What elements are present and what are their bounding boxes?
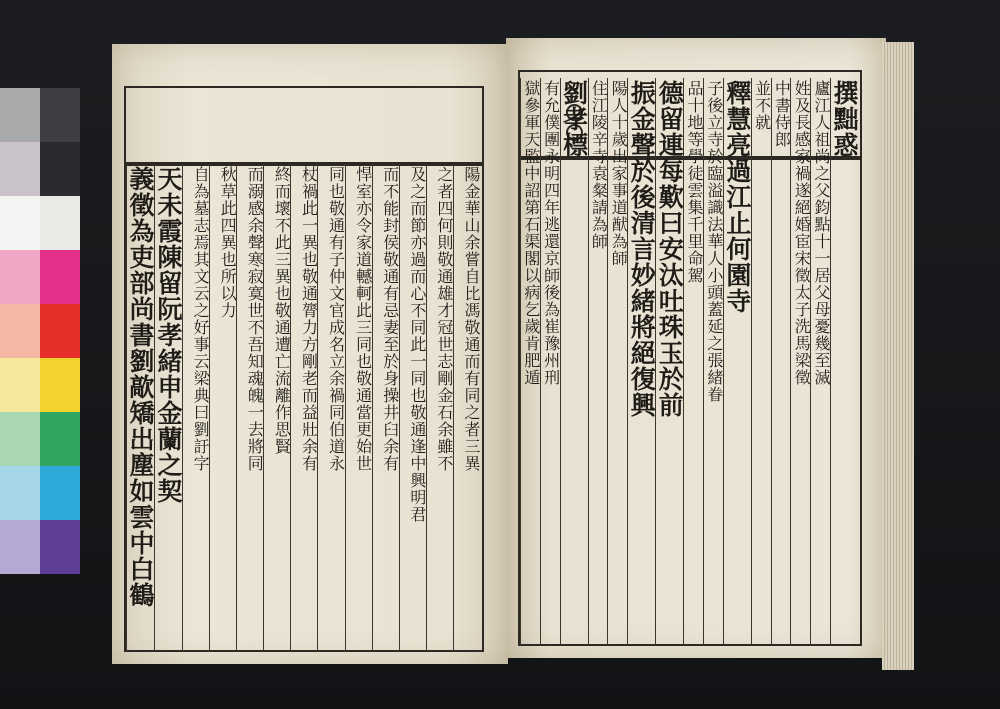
left-text-column: 及之而節亦過而心不同此一同也敬通逢中興明君 <box>399 164 426 652</box>
left-text-column: 杖禍此一異也敬通膂力方剛老而益壯余有 <box>290 164 317 652</box>
left-text-column: 自為墓志焉其文云之好事云梁典曰劉訏字 <box>182 164 209 652</box>
color-patch <box>40 520 80 574</box>
left-text-column: 而不能封侯敬通有忌妻至於身操井臼余有 <box>372 164 399 652</box>
right-text-column: 陽人十歲出家事道猷為師 <box>607 78 627 646</box>
right-text-column: 釋慧亮過江止何園寺 <box>723 78 751 646</box>
color-patch <box>40 196 80 250</box>
right-page <box>506 38 886 658</box>
color-patch <box>40 358 80 412</box>
left-text-columns <box>126 164 480 648</box>
book-page-edges <box>882 42 914 670</box>
right-text-columns <box>520 78 858 642</box>
left-text-column: 悍室亦令家道轗軻此三同也敬通當更始世 <box>345 164 372 652</box>
right-text-column: 振金聲於後清言妙緒將絕復興 <box>627 78 655 646</box>
color-patch <box>40 304 80 358</box>
color-patch <box>40 88 80 142</box>
left-text-column: 而溺感余聲寒寂寞世不吾知魂魄一去將同 <box>236 164 263 652</box>
color-patch <box>0 412 40 466</box>
right-text-column: 並不就 <box>751 78 771 646</box>
color-patch <box>0 142 40 196</box>
color-patch <box>0 250 40 304</box>
color-patch <box>0 304 40 358</box>
color-patch <box>40 412 80 466</box>
right-text-column: 撰黜惑 <box>830 78 858 646</box>
right-text-column: 品十地等學徒雲集千里命駕 <box>683 78 703 646</box>
left-text-column: 同也敬通有子仲文官成名立余禍同伯道永 <box>317 164 344 652</box>
left-text-column: 終而壞不此三異也敬通遭亡流離作思賢 <box>263 164 290 652</box>
right-text-column: 廬江人祖尚之父鈞點十一居父母憂幾至滅 <box>810 78 830 646</box>
color-patch <box>40 466 80 520</box>
left-header-box <box>124 86 484 166</box>
left-text-column: 秋草此四異也所以力 <box>209 164 236 652</box>
color-patch <box>40 250 80 304</box>
right-text-column: 劉孝標 <box>560 78 588 646</box>
left-page <box>112 44 508 664</box>
right-text-column: 有允僕團永明四年逃還京師後為崔豫州刑 <box>540 78 560 646</box>
color-patch <box>0 358 40 412</box>
right-text-column: 獄參軍天監中詔第石渠閣以病乞歲肯肥遁 <box>520 78 540 646</box>
color-patch <box>0 520 40 574</box>
left-text-column: 天未霞陳留阮孝緒申金蘭之契 <box>154 164 182 652</box>
right-text-column: 中書侍郎 <box>771 78 791 646</box>
color-patch <box>0 466 40 520</box>
color-patch <box>0 196 40 250</box>
left-text-column: 義徵為吏部尚書劉歊矯出塵如雲中白鶴 <box>126 164 154 652</box>
open-book <box>106 38 914 674</box>
left-text-column: 陽金華山余嘗自比馮敬通而有同之者三異 <box>453 164 480 652</box>
color-calibration-target <box>0 88 80 574</box>
color-patch <box>40 142 80 196</box>
right-text-column: 住江陵辛寺袁粲請為師 <box>588 78 608 646</box>
color-patch <box>0 88 40 142</box>
right-text-column: 子後立寺於臨溢識法華人小頭蓋延之張緒眷 <box>703 78 723 646</box>
right-text-column: 姓及長感家禍遂絕婚宦宋徵太子洗馬梁徵 <box>790 78 810 646</box>
right-text-column: 德留連每歎曰安汰吐珠玉於前 <box>655 78 683 646</box>
left-text-column: 之者四何則敬通雄才冠世志剛金石余雖不 <box>426 164 453 652</box>
